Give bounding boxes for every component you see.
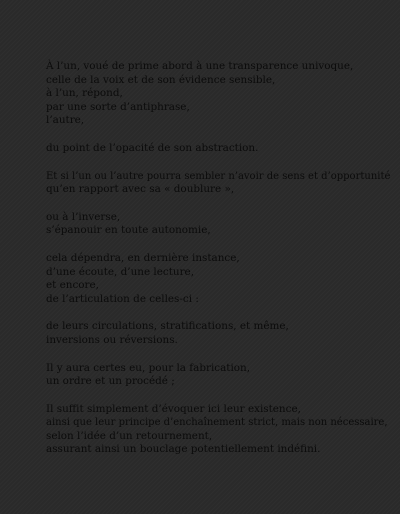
poem-line: du point de l’opacité de son abstraction. (46, 141, 259, 154)
poem-line: ou à l’inverse, (46, 210, 121, 223)
poem-line: À l’un, voué de prime abord à une transparence univoque, (46, 60, 354, 72)
poem-line: inversions ou réversions. (46, 333, 178, 346)
stanza-2 (46, 142, 360, 156)
stanza-7 (46, 362, 360, 389)
poem-line: un ordre et un procédé ; (46, 375, 175, 388)
poem-line: ainsi que leur principe d’enchaînement strict, mais non nécessaire, (46, 417, 388, 429)
poem-line: celle de la voix et de son évidence sensible, (46, 73, 276, 86)
poem-line: s’épanouir en toute autonomie, (46, 224, 211, 237)
stanza-1 (46, 60, 360, 128)
stanza-6 (46, 320, 360, 347)
poem-line: de l’articulation de celles-ci : (46, 292, 199, 305)
stanza-5 (46, 252, 360, 306)
poem-line: qu’en rapport avec sa « doublure », (46, 183, 235, 196)
poem-line: l’autre, (46, 114, 85, 127)
stanza-4 (46, 211, 360, 238)
poem-line: Il y aura certes eu, pour la fabrication, (46, 361, 251, 374)
poem-line: d’une écoute, d’une lecture, (46, 265, 195, 278)
poem-line: Il suffit simplement d’évoquer ici leur existence, (46, 402, 301, 415)
poem-line: Et si l’un ou l’autre pourra sembler n’avoir de sens et d’opportunité (46, 170, 391, 182)
poem-line: assurant ainsi un bouclage potentiellement indéfini. (46, 443, 321, 456)
poem-line: à l’un, répond, (46, 87, 123, 100)
stanza-8 (46, 402, 388, 457)
poem-line: de leurs circulations, stratifications, et même, (46, 320, 289, 333)
stanza-3 (46, 170, 391, 197)
poem-line: selon l’idée d’un retournement, (46, 429, 213, 442)
poem-line: cela dépendra, en dernière instance, (46, 251, 240, 264)
poem-line: par une sorte d’antiphrase, (46, 100, 190, 113)
poem-line: et encore, (46, 279, 99, 292)
